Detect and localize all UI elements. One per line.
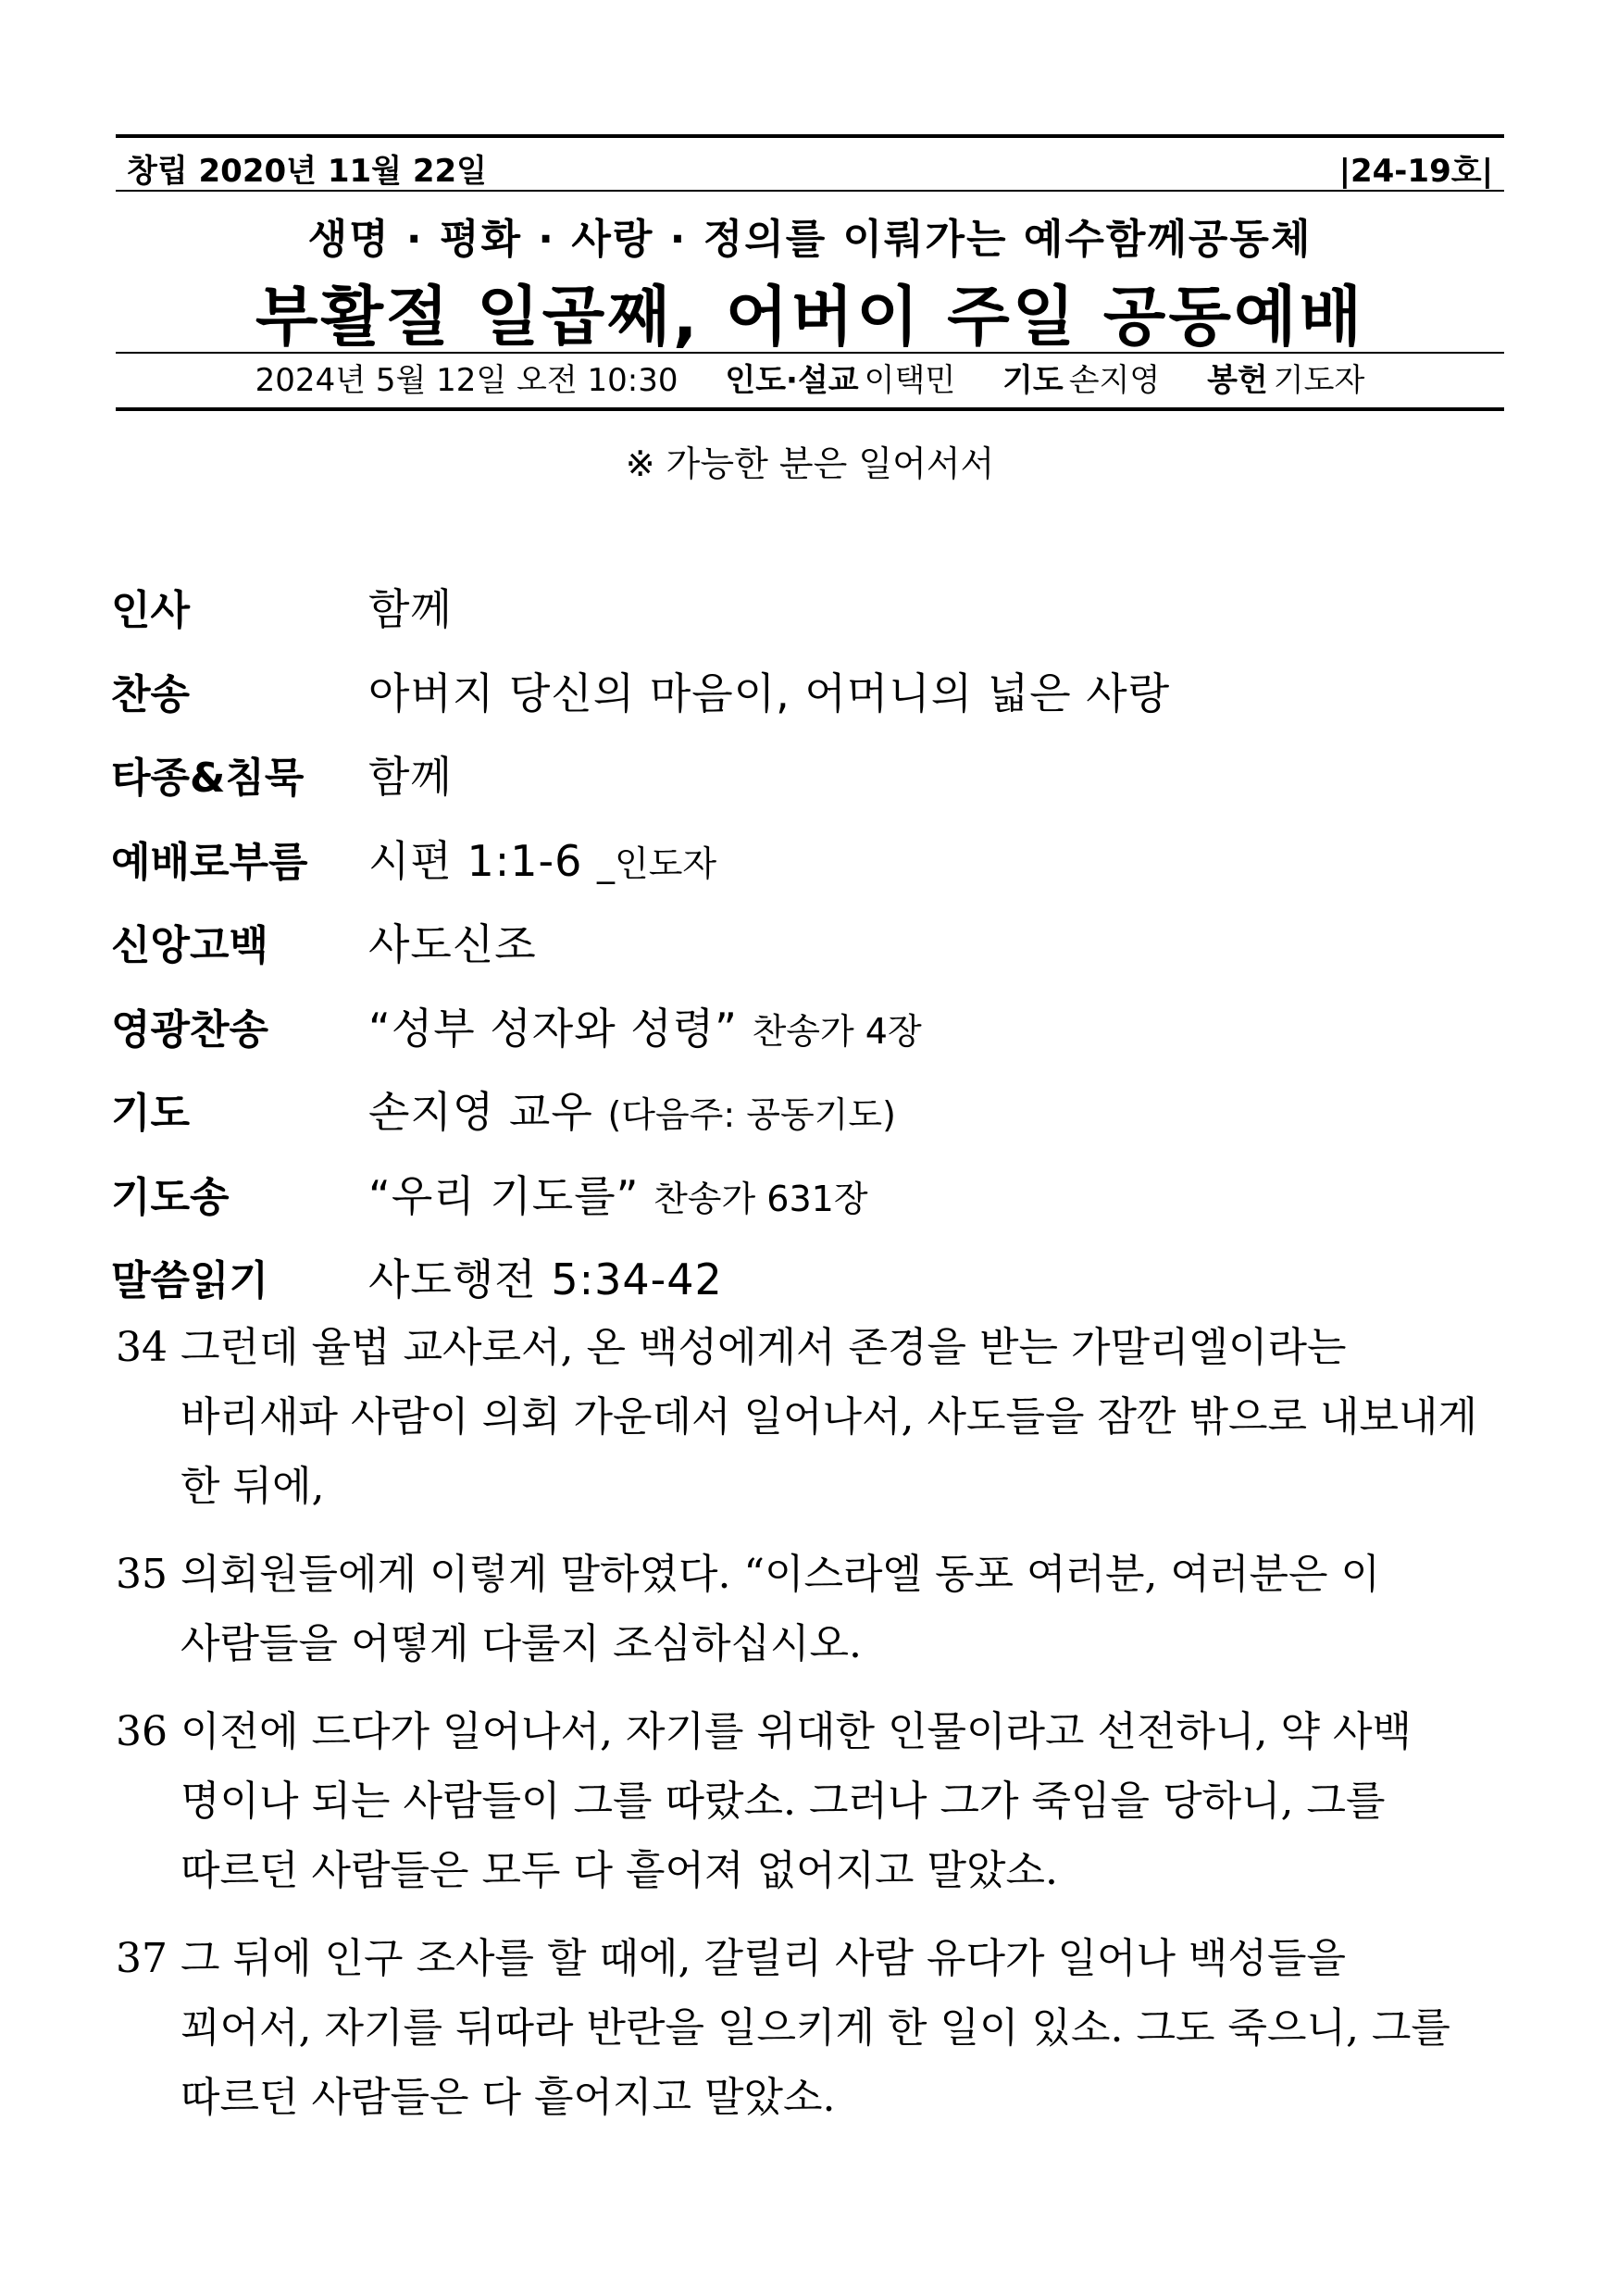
order-value: 손지영 교우 (다음주: 공동기도)	[368, 1087, 896, 1138]
verse-text: 의회원들에게 이렇게 말하였다. “이스라엘 동포 여러분, 여러분은 이 사람들을 어떻게 다룰지 조심하십시오.	[180, 1551, 1380, 1667]
offering-name: 기도자	[1273, 362, 1365, 399]
service-info	[116, 352, 1504, 411]
verse	[116, 1540, 1513, 1678]
verse-text: 이전에 드다가 일어나서, 자기를 위대한 인물이라고 선전하니, 약 사백 명이나 되는 사람들이 그를 따랐소. 그러나 그가 죽임을 당하니, 그를 따르던 사람들은 모두 다 흩어져 없어지고 말았소.	[180, 1708, 1412, 1894]
prayer-name: 손지영	[1068, 362, 1161, 399]
verse-number: 37	[116, 1935, 168, 1982]
order-label: 타종&침묵	[111, 755, 305, 803]
order-item	[111, 900, 1518, 984]
header-bar	[116, 134, 1504, 192]
order-label: 기도송	[111, 1173, 230, 1221]
verse	[116, 1924, 1513, 2132]
leader-name: 이택민	[864, 362, 956, 399]
order-value: 사도신조	[368, 919, 537, 970]
order-item	[111, 565, 1518, 649]
order-item	[111, 817, 1518, 901]
order-item	[111, 649, 1518, 733]
order-value: 시편 1:1-6 _인도자	[368, 835, 717, 886]
order-item	[111, 1067, 1518, 1152]
scripture-reading	[116, 1313, 1513, 2151]
verse	[116, 1313, 1513, 1521]
verse-text: 그 뒤에 인구 조사를 할 때에, 갈릴리 사람 유다가 일어나 백성들을 꾀어서, 자기를 뒤따라 반란을 일으키게 한 일이 있소. 그도 죽으니, 그를 따르던 사람들은 다 흩어지고 말았소.	[180, 1935, 1450, 2121]
page-title: 부활절 일곱째, 어버이 주일 공동예배	[255, 279, 1365, 355]
verse-number: 34	[116, 1324, 168, 1371]
order-label: 인사	[111, 587, 191, 635]
order-value: 함께	[368, 584, 453, 635]
verse	[116, 1697, 1513, 1905]
verse-number: 36	[116, 1708, 168, 1755]
community-motto: 생명 · 평화 · 사랑 · 정의를 이뤄가는 예수함께공동체	[307, 216, 1313, 263]
order-label: 예배로부름	[111, 838, 308, 886]
order-item	[111, 1235, 1518, 1319]
order-value: “우리 기도를” 찬송가 631장	[368, 1170, 868, 1221]
service-datetime: 2024년 5월 12일 오전 10:30	[255, 362, 678, 399]
order-label: 기도	[111, 1090, 191, 1138]
order-value: “성부 성자와 성령” 찬송가 4장	[368, 1003, 922, 1054]
prayer-label: 기도	[1002, 362, 1064, 399]
offering-label: 봉헌	[1207, 362, 1268, 399]
issue-number: |24-19호|	[1338, 153, 1493, 190]
verse-number: 35	[116, 1551, 168, 1598]
order-item	[111, 732, 1518, 817]
order-label: 말씀읽기	[111, 1257, 269, 1305]
order-value: 함께	[368, 752, 453, 803]
leader-label: 인도·설교	[725, 362, 859, 399]
order-label: 찬송	[111, 670, 191, 718]
order-label: 신앙고백	[111, 922, 269, 970]
order-value: 사도행전 5:34-42	[368, 1254, 723, 1305]
founded-date: 창립 2020년 11월 22일	[127, 153, 487, 190]
order-value: 아버지 당신의 마음이, 어머니의 넓은 사랑	[368, 668, 1171, 718]
order-label: 영광찬송	[111, 1005, 269, 1054]
verse-text: 그런데 율법 교사로서, 온 백성에게서 존경을 받는 가말리엘이라는 바리새파 사람이 의회 가운데서 일어나서, 사도들을 잠깐 밖으로 내보내게 한 뒤에,	[180, 1324, 1477, 1510]
order-item	[111, 1152, 1518, 1236]
order-of-worship	[111, 565, 1518, 1319]
standing-note: ※ 가능한 분은 일어서서	[625, 443, 995, 484]
order-item	[111, 984, 1518, 1068]
